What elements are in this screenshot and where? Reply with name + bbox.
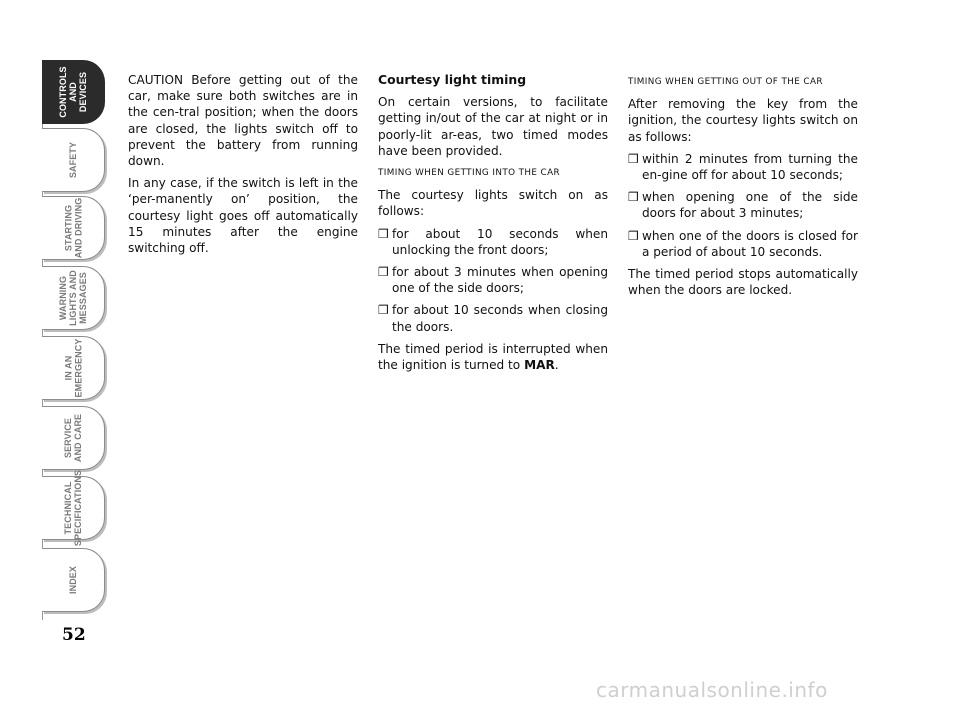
list-item: [628, 228, 858, 260]
list-item: [628, 189, 858, 221]
list-item: [378, 302, 608, 334]
auto-off-paragraph: In any case, if the switch is left in the ‘per-manently on’ position, the courtesy light goes off automatically 15 minutes after the engine switching off.: [128, 176, 358, 256]
intro-paragraph: On certain versions, to facilitate getting in/out of the car at night or in poorly-lit ar-eas, two timed modes have been provided.: [378, 95, 608, 158]
tab-label: CONTROLS AND DEVICES: [58, 66, 88, 118]
tab-starting-and-driving[interactable]: [42, 196, 105, 260]
subheading-getting-out: TIMING WHEN GETTING OUT OF THE CAR: [628, 77, 823, 87]
list-item: [628, 151, 858, 183]
tab-label: SERVICE AND CARE: [63, 413, 83, 463]
closing-period: .: [554, 358, 559, 373]
closing-text: The timed period is interrupted when the ignition is turned to: [378, 341, 608, 373]
list-item-text: for about 3 minutes when opening one of the side doors;: [392, 265, 608, 296]
subheading-getting-in: TIMING WHEN GETTING INTO THE CAR: [378, 168, 561, 179]
tab-label: WARNING LIGHTS AND MESSAGES: [57, 270, 88, 326]
tab-label: INDEX: [67, 565, 78, 595]
tab-label: TECHNICAL SPECIFICATIONS: [63, 469, 83, 547]
checkbox-bullet-icon: ❒: [628, 190, 639, 205]
list-item-text: within 2 minutes from turning the en-gine off for about 10 seconds;: [642, 151, 858, 183]
checkbox-bullet-icon: ❒: [378, 265, 389, 280]
closing-paragraph: [378, 341, 608, 373]
list-item-text: for about 10 seconds when closing the doors.: [392, 303, 608, 334]
checkbox-bullet-icon: ❒: [378, 303, 389, 318]
tab-safety[interactable]: [42, 128, 105, 192]
list-item: [378, 264, 608, 296]
tab-service-and-care[interactable]: [42, 406, 105, 470]
column-3: [628, 72, 858, 304]
tab-technical-specifications[interactable]: [42, 469, 105, 547]
column-1: [128, 72, 358, 262]
lead-paragraph: After removing the key from the ignition, the courtesy lights switch on as follows:: [628, 97, 858, 144]
closing-paragraph: The timed period stops automatically when the doors are locked.: [628, 267, 858, 298]
tab-in-an-emergency[interactable]: [42, 336, 105, 400]
tab-index[interactable]: [42, 548, 105, 612]
list-item-text: when opening one of the side doors for about 3 minutes;: [642, 190, 858, 221]
list-item: [378, 226, 608, 258]
checkbox-bullet-icon: ❒: [628, 151, 639, 166]
section-heading: Courtesy light timing: [378, 72, 527, 87]
column-2: [378, 72, 608, 379]
watermark: carmanualsonline.info: [596, 678, 828, 702]
checkbox-bullet-icon: ❒: [628, 228, 639, 243]
tab-label: STARTING AND DRIVING: [62, 197, 83, 259]
tab-controls-and-devices[interactable]: [42, 60, 105, 124]
tab-label: SAFETY: [67, 141, 78, 179]
lead-paragraph: The courtesy lights switch on as follows:: [378, 188, 608, 219]
tab-label: IN AN EMERGENCY: [62, 338, 83, 398]
list-item-text: when one of the doors is closed for a period of about 10 seconds.: [642, 228, 858, 259]
tab-warning-lights-and-messages[interactable]: [42, 266, 105, 330]
checkbox-bullet-icon: ❒: [378, 226, 389, 241]
list-item-text: for about 10 seconds when unlocking the front doors;: [392, 226, 608, 257]
page-number: 52: [62, 625, 86, 645]
caution-paragraph: CAUTION Before getting out of the car, make sure both switches are in the cen-tral position; when the doors are closed, the lights switch off to prevent the battery from running down.: [128, 73, 358, 169]
ignition-position: MAR: [524, 358, 555, 373]
